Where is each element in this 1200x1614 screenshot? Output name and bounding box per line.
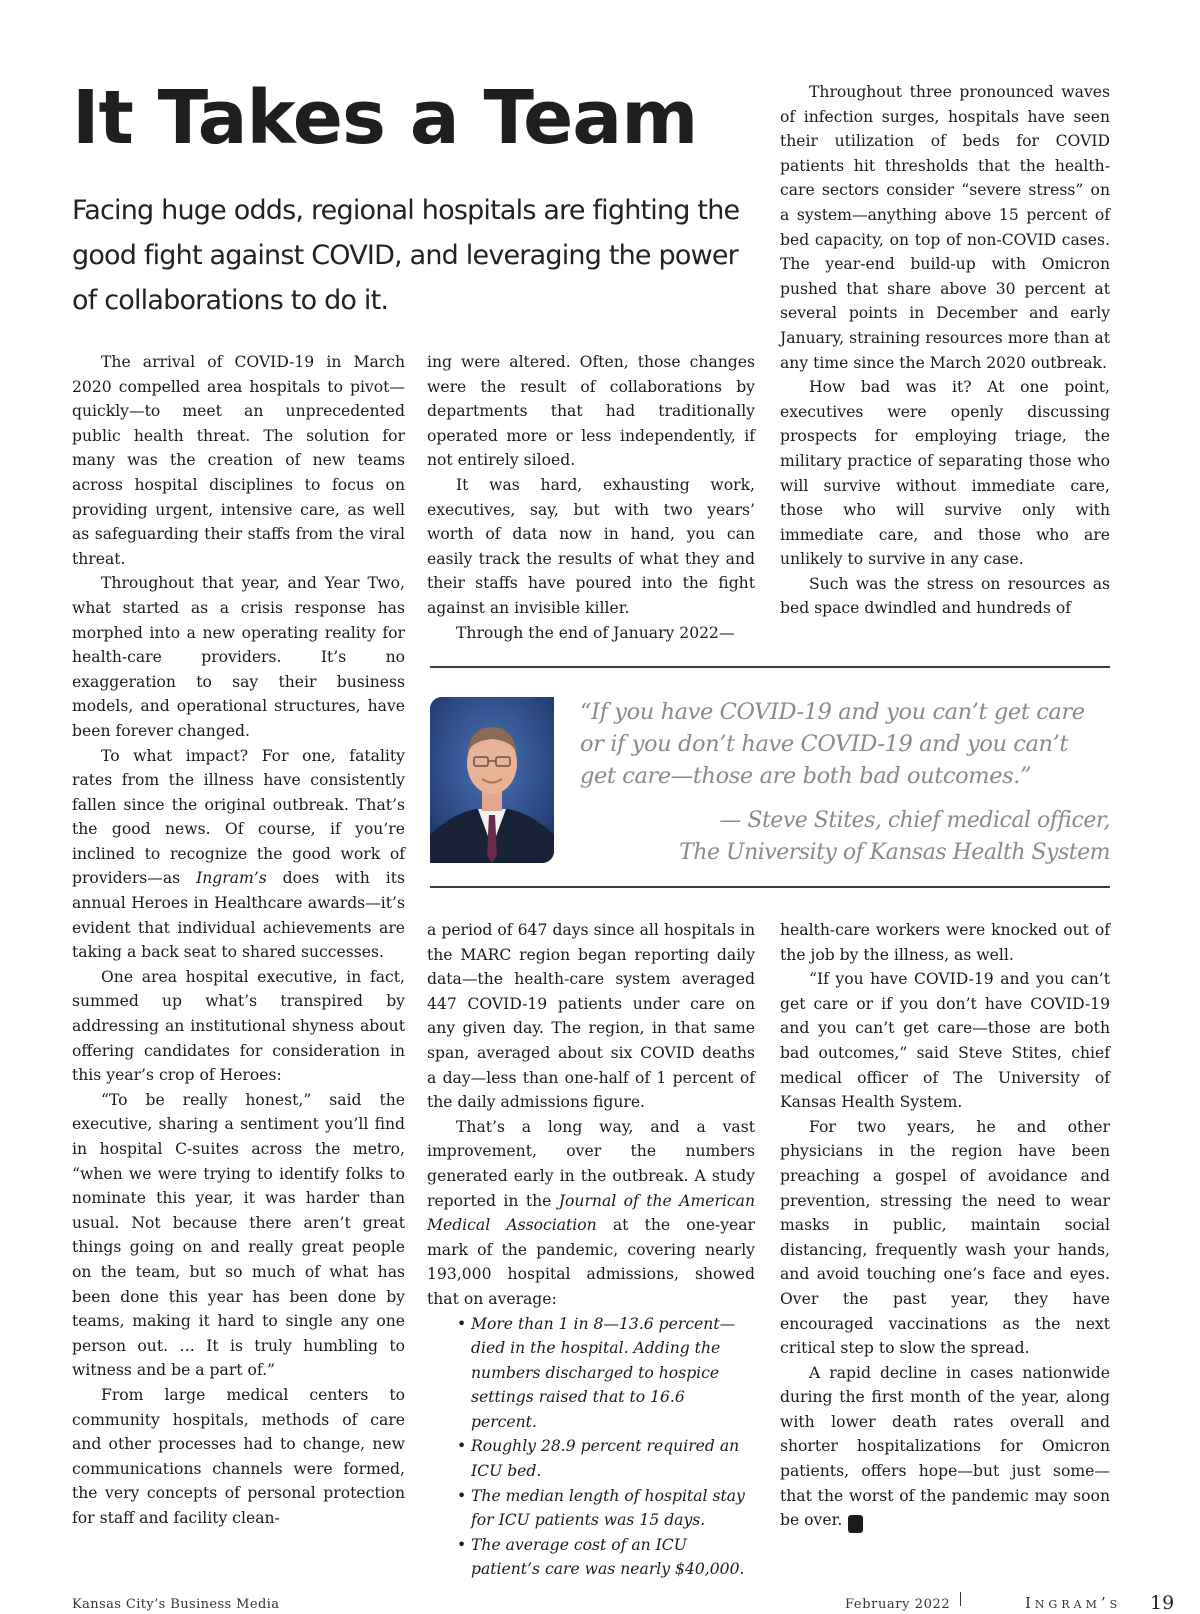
article-deck: Facing huge odds, regional hospitals are fighting the good fight against COVID, and leveraging the power of collaborations to do it. [72, 195, 740, 316]
paragraph [780, 1361, 1110, 1534]
statistics-list [427, 1312, 755, 1583]
paragraph: Throughout that year, and Year Two, what started as a crisis response has morphed into a new operating reality for health-care providers. It’s no exaggeration to say their business models, and operational structures, have been forever changed. [72, 574, 405, 740]
column-3-bottom [780, 918, 1110, 1533]
list-item: • The median length of hospital stay for ICU patients was 15 days. [457, 1484, 755, 1533]
pullquote-text: “If you have COVID-19 and you can’t get care or if you don’t have COVID-19 and you can’t get care—those are both bad outcomes.” [580, 699, 1085, 789]
paragraph: health-care workers were knocked out of the job by the illness, as well. [780, 921, 1110, 964]
list-item: • The average cost of an ICU patient’s care was nearly $40,000. [457, 1533, 755, 1582]
column-3-top [780, 80, 1110, 621]
paragraph-text: To what impact? For one, fatality rates from the illness have consistently fallen since the original outbreak. That’s the good news. Of course, if you’re inclined to recognize the good work of providers—as [72, 746, 405, 888]
paragraph: The arrival of COVID-19 in March 2020 compelled area hospitals to pivot—quickly—to meet an unprecedented public health threat. The solution for many was the creation of new teams across hospital disciplines to focus on providing urgent, intensive care, as well as safeguarding their staffs from the viral threat. [72, 353, 405, 568]
paragraph: ing were altered. Often, those changes were the result of collaborations by departments that had traditionally operated more or less independently, if not entirely siloed. [427, 353, 755, 470]
paragraph: For two years, he and other physicians in the region have been preaching a gospel of avoidance and prevention, stressing the need to wear masks in public, maintain social distancing, frequently wash your hands, and avoid touching one’s face and eyes. Over the past year, they have encouraged vaccinations as the next critical step to slow the spread. [780, 1117, 1110, 1358]
paragraph-text: That’s a long way, and a vast improvement, over the numbers generated early in the outbreak. A study reported in the [427, 1117, 755, 1210]
paragraph: a period of 647 days since all hospitals in the MARC region began reporting daily data—the health-care system averaged 447 COVID-19 patients under care on any given day. The region, in that same span, averaged about six COVID deaths a day—less than one-half of 1 percent of the daily admissions figure. [427, 921, 755, 1112]
paragraph: From large medical centers to community hospitals, methods of care and other processes had to change, new communications channels were formed, the very concepts of personal protection for staff and facility clean- [72, 1385, 405, 1527]
paragraph: One area hospital executive, in fact, summed up what’s transpired by addressing an institutional shyness about offering candidates for consideration in this year’s crop of Heroes: [72, 967, 405, 1085]
page-number: 19 [1150, 1592, 1175, 1614]
attribution-name-line: — Steve Stites, chief medical officer, [719, 808, 1110, 833]
paragraph: Throughout three pronounced waves of infection surges, hospitals have seen their utilization of beds for COVID patients hit thresholds that the health-care sectors consider “severe stress” on a system—anything above 15 percent of bed capacity, on top of non-COVID cases. The year-end build-up with Omicron pushed that share above 30 percent at several points in December and early January, straining resources more than at any time since the March 2020 outbreak. [780, 83, 1110, 372]
list-item: • More than 1 in 8—13.6 percent—died in the hospital. Adding the numbers discharged to hospice settings raised that to 16.6 percent. [457, 1312, 755, 1435]
column-1 [72, 350, 405, 1531]
footer-brand: Ingram’s [1025, 1594, 1122, 1612]
article-title: It Takes a Team [72, 75, 698, 161]
column-2-top [427, 350, 755, 645]
paragraph-text: A rapid decline in cases nationwide during the first month of the year, along with lower death rates overall and shorter hospitalizations for Omicron patients, offers hope—but just some—that the worst of the pandemic may soon be over. [780, 1363, 1110, 1530]
end-of-story-mark: I [848, 1515, 863, 1533]
paragraph: How bad was it? At one point, executives were openly discussing prospects for employing triage, the military practice of separating those who will survive without immediate care, those who will survive only with immediate care, and those who are unlikely to survive in any case. [780, 378, 1110, 569]
portrait-photo [430, 697, 554, 863]
footer-publisher: Kansas City’s Business Media [72, 1597, 280, 1612]
attribution-org-line: The University of Kansas Health System [679, 840, 1110, 865]
paragraph [427, 1115, 755, 1312]
pullquote-attribution [580, 805, 1110, 869]
footer-date: February 2022 [845, 1597, 951, 1612]
paragraph-text: does with its annual Heroes in Healthcare awards—it’s evident that individual achievements are taking a back seat to shared successes. [72, 869, 406, 962]
column-2-bottom [427, 918, 755, 1582]
paragraph: “To be really honest,” said the executive, sharing a sentiment you’ll find in hospital C-suites across the metro, “when we were trying to identify folks to nominate this year, it was harder than usual. Not because there aren’t great things going on and really great people on the team, but so much of what has been done this year has been done by teams, making it hard to single any one person out. … It is truly humbling to witness and be a part of.” [72, 1090, 405, 1380]
footer-divider [960, 1592, 961, 1606]
paragraph: Such was the stress on resources as bed space dwindled and hundreds of [780, 574, 1110, 618]
paragraph: It was hard, exhausting work, executives, say, but with two years’ worth of data now in hand, you can easily track the results of what they and their staffs have poured into the fight against an invisible killer. [427, 475, 755, 617]
pullquote-bottom-rule [430, 886, 1110, 888]
publication-name: Ingram’s [196, 869, 267, 888]
journal-name: Journal of the American Medical Association [427, 1191, 755, 1235]
paragraph [72, 744, 405, 965]
portrait-illustration [430, 697, 554, 863]
paragraph: Through the end of January 2022— [456, 623, 735, 642]
pullquote-top-rule [430, 666, 1110, 668]
paragraph: “If you have COVID-19 and you can’t get care or if you don’t have COVID-19 and you can’t get care—those are both bad outcomes,” said Steve Stites, chief medical officer of The University of Kansas Health System. [780, 970, 1110, 1112]
paragraph-text: at the one-year mark of the pandemic, covering nearly 193,000 hospital admissions, showed that on average: [427, 1216, 755, 1308]
list-item: • Roughly 28.9 percent required an ICU bed. [457, 1434, 755, 1483]
